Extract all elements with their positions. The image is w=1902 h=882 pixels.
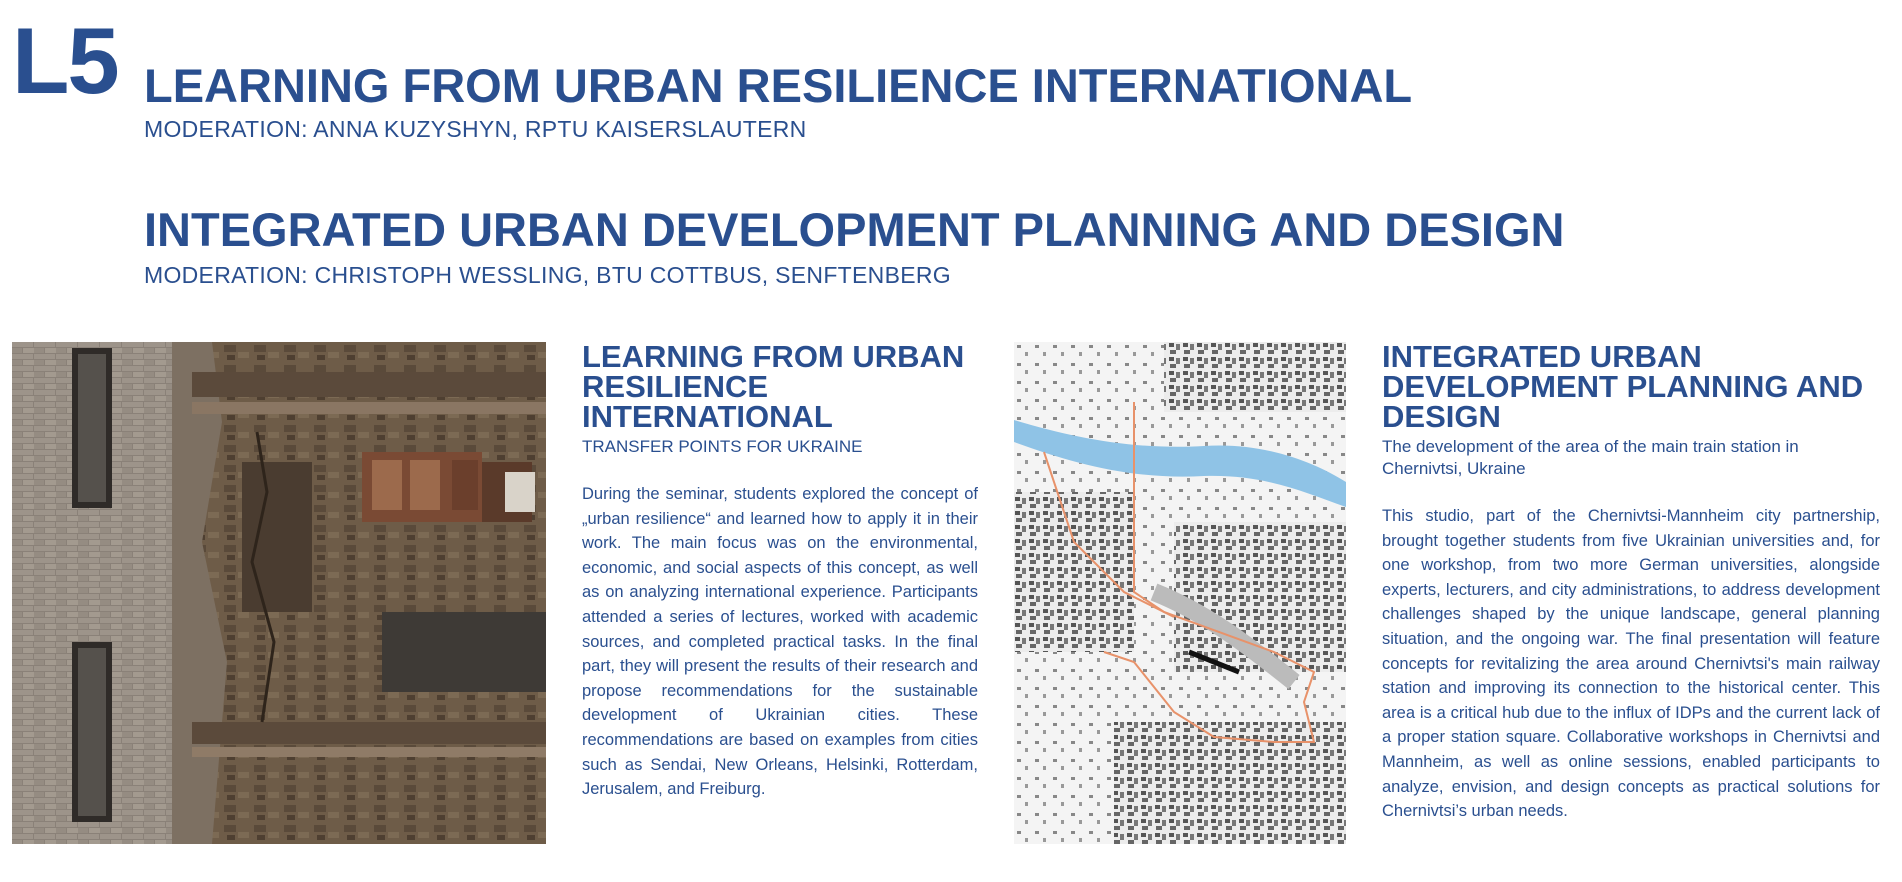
column1-title: LEARNING FROM URBAN RESILIENCE INTERNATIONAL (582, 339, 965, 434)
column2-body: This studio, part of the Chernivtsi-Mannheim city partnership, brought together students from five Ukrainian universities and, for one workshop, from two more German universities, alongside experts, lecturers, and city administrations, to address development challenges shaped by the unique landscape, general planning situation, and the ongoing war. The final presentation will feature concepts for revitalizing the area around Chernivtsi's main railway station and improving its connection to the historical center. This area is a critical hub due to the influx of IDPs and the current lack of a proper station square. Collaborative workshops in Chernivtsi and Mannheim, as well as online sessions, enabled participants to analyze, envision, and design concepts as practical solutions for Chernivtsi’s urban needs. (1382, 507, 1880, 821)
session2-moderation: MODERATION: CHRISTOPH WESSLING, BTU COTTBUS, SENFTENBERG (144, 262, 951, 288)
damaged-building-photo (12, 342, 546, 844)
column1-body: During the seminar, students explored the concept of „urban resilience“ and learned how to apply it in their work. The main focus was on the environmental, economic, and social aspects of this concept, as well as on analyzing international experience. Participants attended a series of lectures, worked with academic sources, and completed practical tasks. In the final part, they will present the results of their research and propose recommendations for the sustainable development of Ukrainian cities. These recommendations are based on examples from cities such as Sendai, New Orleans, Helsinki, Rotterdam, Jerusalem, and Freiburg. (582, 485, 978, 799)
column-integrated-planning (1382, 339, 1880, 824)
column1-subtitle: TRANSFER POINTS FOR UKRAINE (582, 437, 863, 456)
session1-moderation: MODERATION: ANNA KUZYSHYN, RPTU KAISERSLAUTERN (144, 116, 807, 142)
session1-title: LEARNING FROM URBAN RESILIENCE INTERNATIONAL (144, 59, 1413, 112)
column-learning-resilience (582, 339, 978, 802)
column2-title: INTEGRATED URBAN DEVELOPMENT PLANNING AND DESIGN (1382, 339, 1864, 434)
session-code: L5 (12, 8, 118, 113)
chernivtsi-map (1014, 342, 1346, 844)
session2-title: INTEGRATED URBAN DEVELOPMENT PLANNING AND DESIGN (144, 203, 1565, 256)
column2-subtitle: The development of the area of the main train station in Chernivtsi, Ukraine (1382, 437, 1799, 478)
